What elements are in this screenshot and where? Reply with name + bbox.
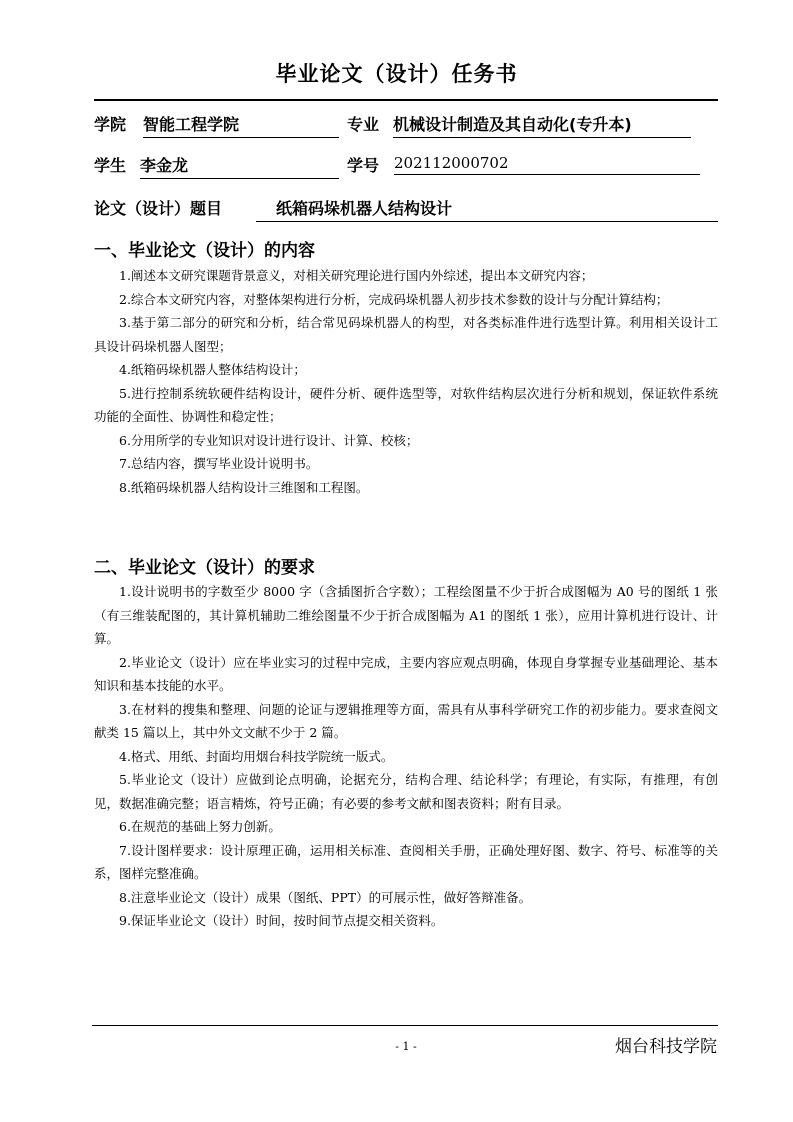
content-item: 7.总结内容，撰写毕业设计说明书。 xyxy=(119,456,319,471)
major-value: 机械设计制造及其自动化(专升本) xyxy=(393,112,691,138)
requirement-item: 5.毕业论文（设计）应做到论点明确，论据充分，结构合理、结论科学；有理论，有实际，有推理，有创见，数据准确完整；语言精炼，符号正确；有必要的参考文献和图表资料；附有目录。 xyxy=(94,772,718,811)
page-number: - 1 - xyxy=(395,1040,417,1053)
requirement-item: 1.设计说明书的字数至少 8000 字（含插图折合字数）；工程绘图量不少于折合成图幅为 A0 号的图纸 1 张（有三维装配图的，其计算机辅助二维绘图量不少于折合成图幅为 A1 的图纸 1 张），应用计算机进行设计、计算。 xyxy=(94,584,718,646)
section-requirements-heading: 二、毕业论文（设计）的要求 xyxy=(94,558,315,578)
content-item: 1.阐述本文研究课题背景意义，对相关研究理论进行国内外综述，提出本文研究内容； xyxy=(119,268,594,283)
content-item: 3.基于第二部分的研究和分析，结合常见码垛机器人的构型，对各类标准件进行选型计算。利用相关设计工具设计码垛机器人图型； xyxy=(94,315,718,354)
requirement-item: 7.设计图样要求：设计原理正确，运用相关标准、查阅相关手册，正确处理好图、数字、符号、标准等的关系，图样完整准确。 xyxy=(94,842,718,881)
student-id-row xyxy=(94,153,718,179)
student-value: 李金龙 xyxy=(140,153,339,179)
page-title: 毕业论文（设计）任务书 xyxy=(275,62,518,86)
college-major-row xyxy=(94,112,718,138)
content-item: 2.综合本文研究内容，对整体架构进行分析，完成码垛机器人初步技术参数的设计与分配计算结构； xyxy=(119,291,669,307)
footer-rule xyxy=(92,1025,718,1026)
requirement-item: 4.格式、用纸、封面均用烟台科技学院统一版式。 xyxy=(119,748,394,764)
major-label: 专业 xyxy=(347,115,380,134)
requirement-item: 3.在材料的搜集和整理、问题的论证与逻辑推理等方面，需具有从事科学研究工作的初步能力。要求查阅文献类 15 篇以上，其中外文文献不少于 2 篇。 xyxy=(94,701,718,740)
topic-value: 纸箱码垛机器人结构设计 xyxy=(256,196,718,222)
requirement-item: 9.保证毕业论文（设计）时间，按时间节点提交相关资料。 xyxy=(119,913,444,928)
footer-school-name: 烟台科技学院 xyxy=(615,1037,717,1057)
content-item: 4.纸箱码垛机器人整体结构设计； xyxy=(119,362,306,377)
topic-row xyxy=(94,196,718,222)
topic-label: 论文（设计）题目 xyxy=(94,199,223,218)
student-id-label: 学号 xyxy=(347,156,380,175)
requirement-item: 6.在规范的基础上努力创新。 xyxy=(119,819,281,834)
section-requirements-body xyxy=(94,580,718,933)
student-label: 学生 xyxy=(94,156,127,175)
requirement-item: 2.毕业论文（设计）应在毕业实习的过程中完成，主要内容应观点明确，体现自身掌握专业基础理论、基本知识和基本技能的水平。 xyxy=(94,654,718,693)
college-value: 智能工程学院 xyxy=(143,112,339,138)
section-content-heading: 一、毕业论文（设计）的内容 xyxy=(94,241,315,261)
section-content-body xyxy=(94,264,718,499)
content-item: 6.分用所学的专业知识对设计进行设计、计算、校核； xyxy=(119,432,419,448)
content-item: 8.纸箱码垛机器人结构设计三维图和工程图。 xyxy=(119,479,369,495)
title-rule xyxy=(94,99,718,101)
college-label: 学院 xyxy=(94,115,127,134)
content-item: 5.进行控制系统软硬件结构设计，硬件分析、硬件选型等，对软件结构层次进行分析和规划，保证软件系统功能的全面性、协调性和稳定性； xyxy=(94,385,718,424)
student-id-value: 202112000702 xyxy=(394,154,700,175)
requirement-item: 8.注意毕业论文（设计）成果（图纸、PPT）的可展示性，做好答辩准备。 xyxy=(119,889,532,905)
